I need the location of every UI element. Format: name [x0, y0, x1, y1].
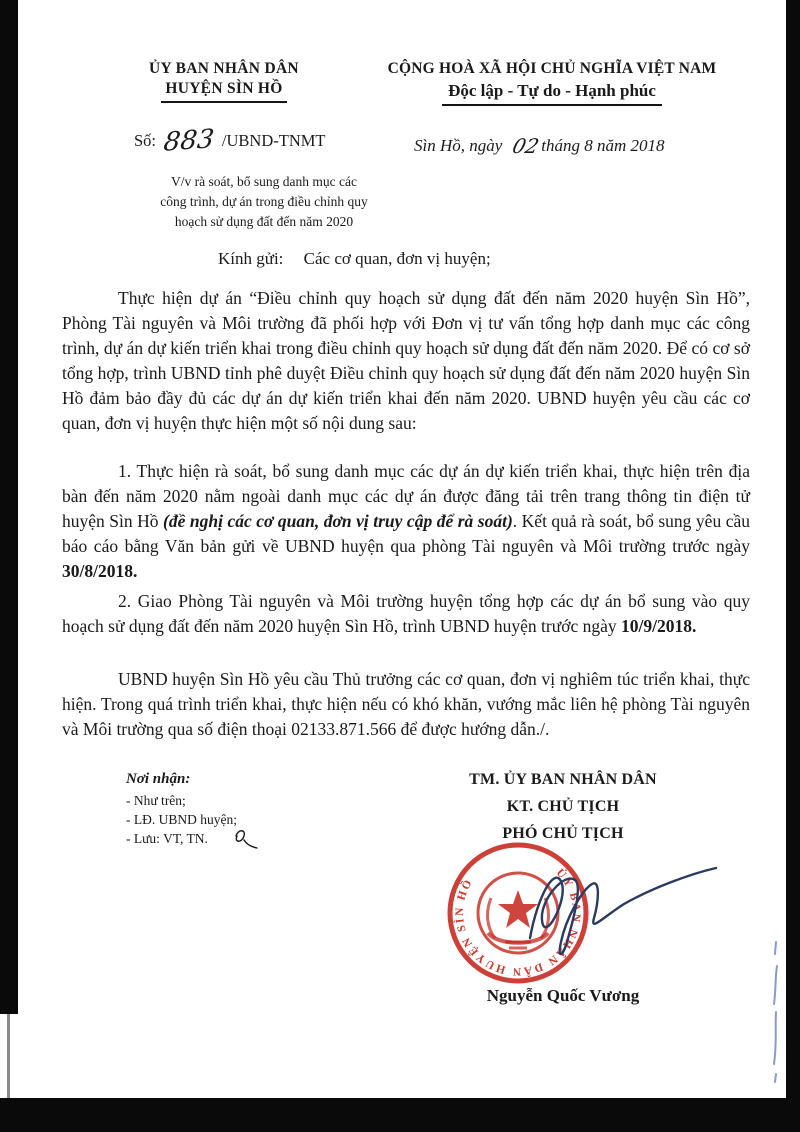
item2-deadline: 10/9/2018.: [620, 616, 697, 636]
scan-border-right: [786, 0, 800, 1132]
item2-text-2: huyện trước ngày: [493, 616, 621, 636]
salutation-recipient: Các cơ quan, đơn vị huyện;: [303, 249, 491, 268]
sign-line-3: PHÓ CHỦ TỊCH: [502, 825, 624, 842]
salutation-label: Kính gửi:: [218, 249, 284, 268]
salutation: [218, 249, 491, 269]
national-title: CỘNG HOÀ XÃ HỘI CHỦ NGHĨA VIỆT NAM: [387, 60, 717, 77]
subject-line-2: công trình, dự án trong điều chỉnh quy: [160, 194, 368, 209]
recipient-item: - LĐ. UBND huyện;: [126, 812, 237, 827]
subject-line-3: hoạch sử dụng đất đến năm 2020: [174, 214, 354, 229]
number-suffix: /UBND-TNMT: [221, 131, 326, 150]
seal-ring-text: ỦY BAN NHÂN DÂN HUYỆN SÌN HỒ: [453, 866, 583, 978]
dateline-suffix: tháng 8 năm 2018: [541, 136, 665, 155]
scan-border-left-faint: [7, 1014, 10, 1100]
national-header: [362, 60, 742, 106]
paragraph-intro: [62, 286, 750, 436]
document-number-line: [134, 124, 326, 158]
signature-authority-block: [398, 766, 728, 847]
subject-block: [98, 172, 430, 232]
handwritten-day: 02: [509, 134, 541, 158]
issuer-header: [104, 60, 344, 103]
scan-border-bottom: [0, 1098, 800, 1132]
item1-emphasis: (đề nghị các cơ quan, đơn vị truy cập để rà soát): [163, 511, 513, 531]
paragraph-closing: [62, 667, 750, 742]
paragraph-item-1: [62, 459, 750, 584]
item1-deadline: 30/8/2018.: [62, 561, 138, 581]
signer-name: Nguyễn Quốc Vương: [486, 986, 640, 1005]
scan-border-left: [0, 0, 18, 1014]
issuer-name: ỦY BAN NHÂN DÂN: [149, 60, 299, 77]
recipient-item: - Lưu: VT, TN.: [126, 831, 208, 846]
item1-text: 1. Thực hiện rà soát, bổ sung danh mục các dự án dự kiến triển khai, thực hiện trên địa bàn đến năm 2020 nằm ngoài danh mục các dự án được đăng tải trên trang thông tin điện tử huyện Sìn Hồ: [62, 461, 750, 531]
paragraph-intro-text: Thực hiện dự án “Điều chỉnh quy hoạch sử dụng đất đến năm 2020 huyện Sìn Hồ”, Phòng Tài nguyên và Môi trường đã phối hợp với Đơn vị tư vấn tổng hợp danh mục các công trình, dự án dự kiến triển khai trong điều chỉnh quy hoạch sử dụng đất đến năm 2020. Để có cơ sở tổng hợp, trình UBND tỉnh phê duyệt Điều chỉnh quy hoạch sử dụng đất đến năm 2020 huyện Sìn Hồ đảm bảo đầy đủ các dự án dự kiến triển khai đến năm 2020. UBND huyện yêu cầu các cơ quan, đơn vị huyện thực hiện một số nội dung sau:: [62, 288, 750, 433]
margin-ink-marks: [766, 938, 786, 1086]
paragraph-closing-text: UBND huyện Sìn Hồ yêu cầu Thủ trưởng các cơ quan, đơn vị nghiêm túc triển khai, thực hiện. Trong quá trình triển khai, thực hiện nếu có khó khăn, vướng mắc liên hệ phòng Tài nguyên và Môi trường qua số điện thoại 02133.871.566 để được hướng dẫn./.: [62, 669, 750, 739]
subject-line-1: V/v rà soát, bổ sung danh mục các: [171, 174, 357, 189]
document-page: [18, 0, 786, 1098]
item1-text-2: . Kết quả rà soát, bổ sung yêu cầu báo cáo bằng Văn bản gửi về UBND huyện qua phòng Tài nguyên và Môi trường trước ngày: [62, 511, 750, 556]
item2-text: 2. Giao Phòng Tài nguyên và Môi trường huyện tổng hợp các dự án bổ sung vào quy hoạch sử dụng đất đến năm 2020 huyện Sìn Hồ, trình UBND: [62, 591, 750, 636]
sign-line-1: TM. ỦY BAN NHÂN DÂN: [469, 771, 657, 788]
handwritten-signature: [512, 846, 726, 968]
handwritten-number: 883: [162, 124, 216, 158]
issuer-district: HUYỆN SÌN HỒ: [161, 80, 286, 103]
handwritten-initial-mark: [224, 826, 264, 856]
dateline-prefix: Sìn Hồ, ngày: [414, 136, 503, 155]
recipients-label: Nơi nhận:: [126, 771, 191, 787]
recipients-block: [126, 770, 237, 848]
number-prefix: Số:: [134, 131, 157, 150]
recipient-item: - Như trên;: [126, 793, 186, 808]
paragraph-item-2: [62, 589, 750, 639]
sign-line-2: KT. CHỦ TỊCH: [506, 798, 620, 815]
national-motto: Độc lập - Tự do - Hạnh phúc: [442, 81, 662, 106]
dateline: [414, 134, 665, 158]
